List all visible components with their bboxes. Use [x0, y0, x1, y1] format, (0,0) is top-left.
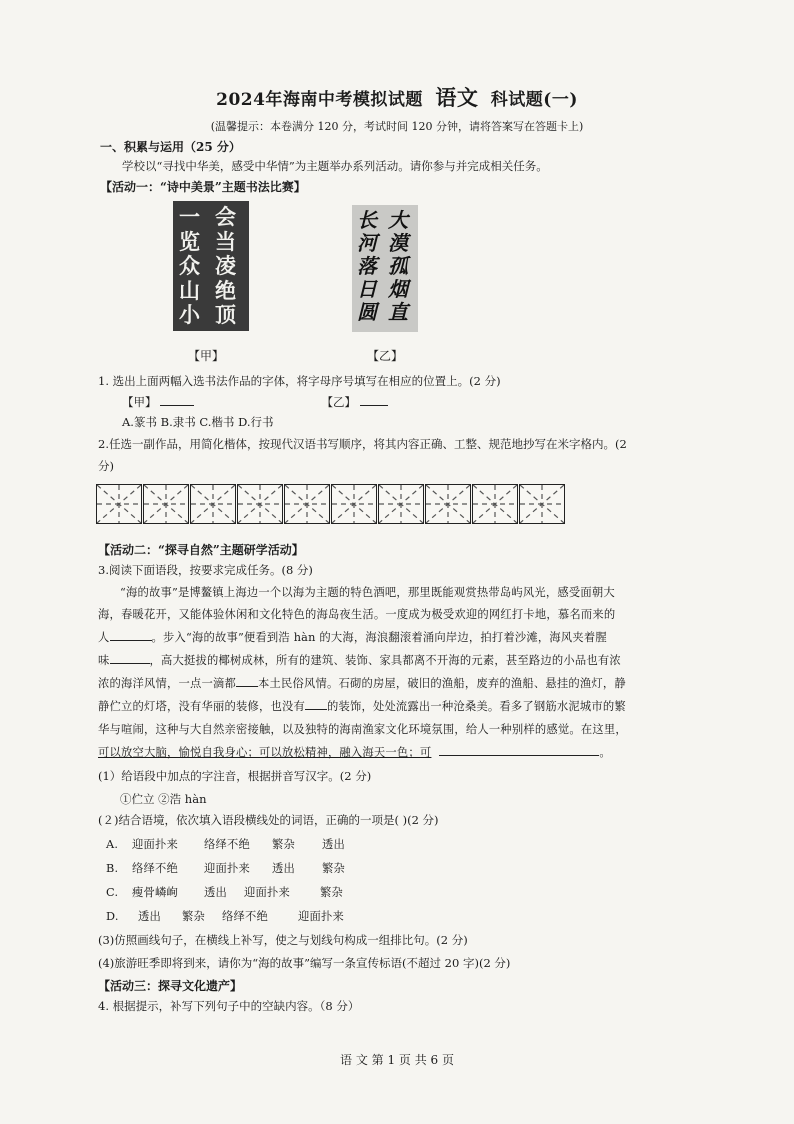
option-letter: A.	[106, 838, 119, 851]
passage-text: 。步入“海的故事”便看到浩 hàn 的大海，海浪翻滚着涌向岸边，拍打着沙滩，海风夹着腥	[151, 631, 607, 644]
section-intro: 学校以“寻找中华美，感受中华情”为主题举办系列活动。请你参与并完成相关任务。	[122, 159, 548, 173]
calligraphy-char: 小	[179, 302, 200, 327]
option-word: 繁杂	[272, 838, 295, 851]
passage-blank-5[interactable]	[439, 744, 599, 756]
option-word: 透出	[204, 886, 227, 899]
calligraphy-char: 烟	[388, 277, 408, 301]
q1-yi-label: 【乙】	[321, 395, 356, 409]
option-word: 繁杂	[320, 886, 343, 899]
option-row	[106, 884, 343, 900]
calligraphy-char: 览	[179, 228, 200, 254]
calligraphy-char: 山	[179, 277, 200, 303]
option-row	[106, 836, 345, 852]
exam-note: (温馨提示：本卷满分 120 分，考试时间 120 分钟，请将答案写在答题卡上)	[210, 120, 584, 133]
activity2-heading: 【活动二：“探寻自然”主题研学活动】	[98, 543, 304, 557]
calligraphy-plate-jia	[173, 201, 249, 331]
passage-text: 味	[98, 654, 110, 667]
mizi-grid-cell[interactable]	[190, 484, 236, 524]
passage-line	[98, 629, 607, 645]
title-subject: 语文	[435, 85, 479, 110]
option-word: 繁杂	[322, 862, 345, 875]
underlined-sentence: 可以放空大脑，愉悦自我身心；可以放松精神，融入海天一色；可	[98, 746, 432, 759]
calligraphy-char: 当	[215, 228, 236, 254]
mizi-grid-cell[interactable]	[284, 484, 330, 524]
passage-line: “海的故事”是博鳌镇上海边一个以海为主题的特色酒吧，那里既能观赏热带岛屿风光，感受面朝大	[120, 586, 615, 599]
title-prefix: 2024年海南中考模拟试题	[216, 90, 423, 110]
passage-text: 。	[599, 746, 611, 759]
plate-jia-caption: 【甲】	[188, 349, 225, 363]
question-2-line1: 2.任选一副作品，用简化楷体，按现代汉语书写顺序，将其内容正确、工整、规范地抄写在米字格内。(2	[98, 437, 627, 451]
mizi-grid-cell[interactable]	[378, 484, 424, 524]
writing-grid	[96, 484, 566, 524]
option-word: 络绎不绝	[222, 910, 268, 923]
section-heading: 一、积累与运用（25 分）	[100, 140, 241, 154]
question-4: 4. 根据提示，补写下列句子中的空缺内容。（8 分）	[98, 999, 360, 1013]
page-footer: 语 文 第 1 页 共 6 页	[340, 1053, 454, 1067]
option-word: 迎面扑来	[244, 886, 290, 899]
sub-question-2: (２)结合语境，依次填入语段横线处的词语，正确的一项是( )(2 分)	[98, 813, 439, 827]
calligraphy-char: 会	[215, 204, 236, 229]
calligraphy-char: 日	[357, 277, 377, 301]
option-word: 络绎不绝	[204, 838, 250, 851]
option-row	[106, 860, 345, 876]
question-1: 1. 选出上面两幅入选书法作品的字体，将字母序号填写在相应的位置上。(2 分)	[98, 374, 501, 388]
option-word: 透出	[272, 862, 295, 875]
calligraphy-char: 大	[388, 208, 408, 232]
q1-jia-blank[interactable]	[160, 394, 194, 406]
option-word: 透出	[322, 838, 345, 851]
calligraphy-char: 绝	[215, 277, 236, 303]
passage-text: 人	[98, 631, 110, 644]
calligraphy-char: 众	[179, 253, 200, 278]
plate-yi-caption: 【乙】	[367, 349, 404, 363]
sub-question-3: (3)仿照画线句子，在横线上补写，使之与划线句构成一组排比句。(2 分)	[98, 933, 468, 947]
calligraphy-char: 孤	[388, 254, 408, 278]
q1-options: A.篆书 B.隶书 C.楷书 D.行书	[122, 415, 274, 429]
option-word: 透出	[138, 910, 161, 923]
option-word: 迎面扑来	[204, 862, 250, 875]
calligraphy-plate-yi	[352, 205, 418, 332]
mizi-grid-cell[interactable]	[472, 484, 518, 524]
passage-line	[98, 744, 611, 760]
mizi-grid-cell[interactable]	[519, 484, 565, 524]
option-word: 繁杂	[182, 910, 205, 923]
calligraphy-char: 漠	[388, 231, 408, 255]
option-row	[106, 908, 344, 924]
mizi-grid-cell[interactable]	[143, 484, 189, 524]
passage-blank-4[interactable]	[305, 698, 327, 710]
plate-yi-column-right	[388, 209, 408, 324]
q1-answer-row	[122, 394, 388, 410]
option-letter: D.	[106, 910, 119, 923]
sub-question-1-items: ①伫立 ②浩 hàn	[120, 792, 207, 806]
option-letter: B.	[106, 862, 119, 875]
calligraphy-char: 圆	[357, 300, 377, 324]
question-2-line2: 分)	[98, 459, 114, 473]
option-word: 迎面扑来	[132, 838, 178, 851]
calligraphy-char: 一	[179, 204, 200, 229]
passage-line	[98, 675, 626, 691]
option-letter: C.	[106, 886, 119, 899]
passage-blank-3[interactable]	[236, 675, 258, 687]
passage-line: 海，春暖花开，又能体验休闲和文化特色的海岛夜生活。一度成为极受欢迎的网红打卡地，慕名而来的	[98, 608, 616, 621]
passage-blank-2[interactable]	[110, 652, 150, 664]
q1-jia-label: 【甲】	[122, 395, 157, 409]
passage-text: 的装饰，处处流露出一种沧桑美。看多了钢筋水泥城市的繁	[326, 700, 626, 713]
option-word: 瘦骨嶙峋	[132, 886, 178, 899]
title-suffix: 科试题(一)	[490, 90, 578, 110]
calligraphy-char: 长	[357, 208, 377, 232]
plate-jia-column-left	[179, 205, 200, 328]
plate-jia-column-right	[215, 205, 236, 328]
calligraphy-char: 凌	[215, 253, 236, 278]
calligraphy-char: 直	[388, 300, 408, 324]
passage-blank-1[interactable]	[110, 629, 152, 641]
sub-question-1: (1）给语段中加点的字注音，根据拼音写汉字。(2 分)	[98, 769, 372, 783]
passage-text: 浓的海洋风情，一点一滴都	[98, 677, 236, 690]
passage-line: 华与喧闹，这种与大自然亲密接触，以及独特的海南渔家文化环境氛围，给人一种别样的感觉。在这里，	[98, 723, 627, 736]
exam-title	[0, 82, 794, 112]
activity3-heading: 【活动三：探寻文化遗产】	[98, 979, 243, 993]
calligraphy-char: 落	[357, 254, 377, 278]
passage-text: ，高大挺拔的椰树成林，所有的建筑、装饰、家具都离不开海的元素，甚至路边的小品也有浓	[149, 654, 621, 667]
mizi-grid-cell[interactable]	[96, 484, 142, 524]
passage-text: 静伫立的灯塔，没有华丽的装修，也没有	[98, 700, 305, 713]
calligraphy-char: 河	[357, 231, 377, 255]
activity1-heading: 【活动一：“诗中美景”主题书法比赛】	[100, 180, 306, 194]
passage-line	[98, 652, 621, 668]
q1-yi-blank[interactable]	[360, 394, 388, 406]
passage-text: 本土民俗风情。石砌的房屋，破旧的渔船，废弃的渔船、悬挂的渔灯，静	[257, 677, 626, 690]
mizi-grid-cell[interactable]	[425, 484, 471, 524]
plate-yi-column-left	[357, 209, 377, 324]
mizi-grid-cell[interactable]	[237, 484, 283, 524]
option-word: 迎面扑来	[298, 910, 344, 923]
sub-question-4: (4)旅游旺季即将到来，请你为“海的故事”编写一条宣传标语(不超过 20 字)(2 分)	[98, 956, 511, 970]
option-word: 络绎不绝	[132, 862, 178, 875]
calligraphy-char: 顶	[215, 302, 236, 327]
passage-line	[98, 698, 626, 714]
question-3: 3.阅读下面语段，按要求完成任务。(8 分)	[98, 563, 313, 577]
mizi-grid-cell[interactable]	[331, 484, 377, 524]
